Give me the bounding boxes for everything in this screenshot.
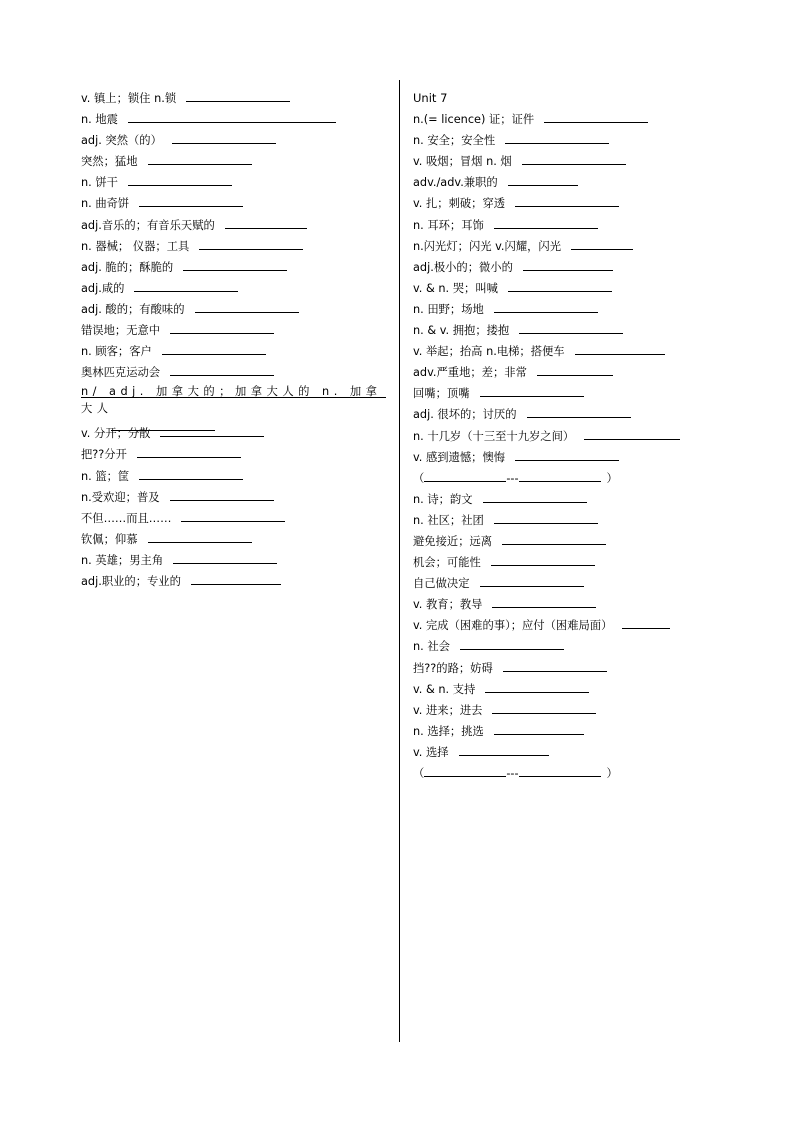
vocab-definition: v. 进来；进去: [413, 703, 483, 717]
answer-blank[interactable]: [519, 320, 623, 334]
answer-blank[interactable]: [492, 594, 596, 608]
answer-blank[interactable]: [483, 489, 587, 503]
vocab-definition: 自己做决定: [413, 577, 470, 591]
vocab-definition: n. 篮；筐: [81, 469, 130, 483]
vocab-item: [413, 320, 723, 341]
column-divider: [399, 80, 400, 1042]
answer-blank[interactable]: [485, 679, 589, 693]
vocab-definition: n. 选择；挑选: [413, 724, 484, 738]
answer-blank[interactable]: [181, 508, 285, 522]
answer-blank[interactable]: [183, 257, 287, 271]
vocab-definition: v. & n. 支持: [413, 682, 476, 696]
answer-blank[interactable]: [172, 130, 276, 144]
vocab-item: [413, 658, 723, 679]
vocab-definition: v. 吸烟；冒烟 n. 烟: [413, 155, 512, 169]
vocab-item: [413, 721, 723, 742]
answer-blank[interactable]: [137, 444, 241, 458]
vocab-definition: n.(= licence) 证；证件: [413, 113, 535, 127]
answer-blank[interactable]: [195, 299, 299, 313]
answer-blank[interactable]: [544, 109, 648, 123]
answer-blank[interactable]: [503, 658, 607, 672]
vocab-definition: n. 诗；韵文: [413, 492, 473, 506]
vocab-item: [413, 404, 723, 425]
vocab-item: [413, 236, 723, 257]
answer-blank[interactable]: [515, 447, 619, 461]
answer-blank[interactable]: [494, 299, 598, 313]
vocab-item: [413, 257, 723, 278]
vocab-item: [413, 299, 723, 320]
vocab-definition: adj. 酸的；有酸味的: [81, 302, 185, 316]
vocab-item: [81, 215, 386, 236]
vocab-item: [81, 550, 386, 571]
answer-blank[interactable]: [162, 341, 266, 355]
vocab-definition: n.闪光灯；闪光 v.闪耀，闪光: [413, 239, 562, 253]
vocab-definition: adj.职业的；专业的: [81, 574, 181, 588]
vocab-definition: v. 选择: [413, 745, 449, 759]
vocab-definition: 奥林匹克运动会: [81, 366, 161, 380]
blank-separator: ---: [506, 471, 519, 485]
paren-open: （: [413, 471, 425, 485]
vocab-item: [413, 573, 723, 594]
vocab-definition: n. 曲奇饼: [81, 197, 130, 211]
vocab-item: [81, 109, 386, 130]
vocab-definition: n. 社会: [413, 640, 450, 654]
answer-blank[interactable]: [173, 550, 277, 564]
vocab-item: [413, 552, 723, 573]
answer-blank[interactable]: [523, 257, 613, 271]
vocab-definition: 错误地；无意中: [81, 324, 161, 338]
vocab-definition: adj. 很坏的；讨厌的: [413, 408, 517, 422]
vocab-definition: 避免接近；远离: [413, 534, 493, 548]
answer-blank[interactable]: [139, 193, 243, 207]
answer-blank[interactable]: [170, 320, 274, 334]
answer-blank[interactable]: [519, 468, 601, 489]
answer-blank[interactable]: [170, 487, 274, 501]
vocab-item: [413, 447, 723, 468]
answer-blank[interactable]: [494, 510, 598, 524]
vocab-definition: n. 英雄；男主角: [81, 553, 164, 567]
vocab-definition: n. 社区；社团: [413, 513, 484, 527]
vocab-item: [413, 278, 723, 299]
vocab-definition: v. 教育；教导: [413, 598, 483, 612]
vocab-definition: adj. 突然（的）: [81, 134, 162, 148]
vocab-item: [413, 151, 723, 172]
unit-title: [413, 88, 723, 109]
answer-blank[interactable]: [508, 172, 578, 186]
vocab-item: [413, 700, 723, 721]
vocab-item: [413, 172, 723, 193]
paren-close: ）: [606, 767, 618, 780]
answer-blank[interactable]: [505, 130, 609, 144]
answer-blank[interactable]: [128, 172, 232, 186]
answer-blank[interactable]: [522, 151, 626, 165]
answer-blank[interactable]: [134, 278, 238, 292]
vocab-definition: v. 镇上；锁住 n.锁: [81, 92, 177, 105]
vocab-definition: v. 完成（困难的事）；应付（困难局面）: [413, 619, 613, 633]
answer-blank[interactable]: [508, 278, 612, 292]
vocab-item: [81, 299, 386, 320]
vocab-definition: adj. 脆的；酥脆的: [81, 260, 174, 274]
vocab-item: [81, 320, 386, 341]
vocab-definition: v. 感到遗憾；懊悔: [413, 450, 506, 464]
answer-blank[interactable]: [170, 362, 274, 376]
vocab-item: [413, 615, 723, 636]
blank-separator: ---: [506, 767, 519, 780]
answer-blank[interactable]: [480, 383, 584, 397]
vocab-item: [81, 88, 386, 109]
left-column: [81, 88, 386, 592]
vocab-item: [81, 193, 386, 214]
vocab-item: [413, 130, 723, 151]
left-column-end-rule: [81, 397, 386, 398]
vocab-definition: n. 地震: [81, 113, 118, 127]
answer-blank[interactable]: [537, 362, 613, 376]
vocab-item: [413, 636, 723, 657]
right-column: [413, 88, 723, 784]
vocab-item: [413, 109, 723, 130]
vocab-item: [413, 426, 723, 447]
answer-blank[interactable]: [519, 763, 601, 784]
vocab-definition: v. 举起；抬高 n.电梯；搭便车: [413, 345, 565, 359]
vocab-item: [81, 362, 386, 383]
vocab-definition: n.受欢迎；普及: [81, 490, 160, 504]
answer-blank[interactable]: [527, 404, 631, 418]
vocab-definition: 挡??的路；妨碍: [413, 661, 493, 675]
unit-title-text: Unit 7: [413, 91, 448, 105]
vocab-definition: 把??分开: [81, 448, 127, 462]
vocab-definition: n. 器械； 仪器；工具: [81, 239, 190, 253]
answer-blank[interactable]: [424, 468, 506, 489]
vocab-item: [81, 529, 386, 550]
vocab-definition: adv.严重地；差；非常: [413, 366, 527, 380]
vocab-item: [413, 594, 723, 615]
answer-blank[interactable]: [492, 700, 596, 714]
answer-blank[interactable]: [622, 615, 670, 629]
answer-blank[interactable]: [128, 109, 336, 123]
answer-blank[interactable]: [186, 88, 290, 102]
vocab-definition: n. 安全；安全性: [413, 134, 496, 148]
vocab-definition: adj.音乐的；有音乐天赋的: [81, 218, 215, 232]
vocab-item: [413, 193, 723, 214]
vocab-item: [413, 742, 723, 763]
vocab-item: [81, 172, 386, 193]
vocab-item: [81, 341, 386, 362]
answer-blank[interactable]: [480, 573, 584, 587]
vocab-item: [81, 508, 386, 529]
vocab-definition: n. & v. 拥抱；搂抱: [413, 324, 510, 338]
answer-blank[interactable]: [494, 215, 598, 229]
vocab-definition: n. 十几岁（十三至十九岁之间）: [413, 429, 575, 443]
vocab-definition: n. 顾客；客户: [81, 345, 152, 359]
vocab-definition: 机会；可能性: [413, 556, 481, 570]
answer-blank[interactable]: [571, 236, 633, 250]
vocab-item: [413, 531, 723, 552]
vocab-item: [413, 468, 723, 489]
answer-blank[interactable]: [515, 193, 619, 207]
answer-blank[interactable]: [584, 426, 680, 440]
vocab-item: [413, 341, 723, 362]
vocab-item: [81, 151, 386, 172]
vocab-item: [81, 466, 386, 487]
vocab-definition: v. & n. 哭；叫喊: [413, 281, 498, 295]
vocab-definition: 钦佩；仰慕: [81, 532, 138, 546]
answer-blank[interactable]: [199, 236, 303, 250]
paren-open: （: [413, 767, 425, 780]
answer-blank[interactable]: [459, 742, 549, 756]
vocab-item: [81, 487, 386, 508]
vocab-definition: v. 分开；分散: [81, 427, 151, 441]
answer-blank[interactable]: [225, 215, 307, 229]
vocab-item: [413, 763, 723, 784]
vocab-item: [413, 383, 723, 404]
vocab-definition: 不但……而且……: [81, 511, 172, 525]
vocab-item: [81, 383, 386, 419]
answer-blank[interactable]: [575, 341, 665, 355]
vocab-item: [413, 215, 723, 236]
vocab-definition: n. 耳环；耳饰: [413, 218, 484, 232]
vocab-item: [81, 257, 386, 278]
vocab-item: [81, 423, 386, 444]
vocab-item: [413, 362, 723, 383]
vocab-definition: n. 田野；场地: [413, 302, 484, 316]
answer-blank[interactable]: [491, 552, 595, 566]
vocab-definition: v. 扎；刺破；穿透: [413, 197, 506, 211]
vocab-item: [413, 510, 723, 531]
answer-blank[interactable]: [139, 466, 243, 480]
vocab-definition: n. 饼干: [81, 176, 118, 190]
answer-blank[interactable]: [494, 721, 584, 735]
answer-blank[interactable]: [148, 529, 252, 543]
vocab-definition: 回嘴；顶嘴: [413, 387, 470, 401]
answer-blank[interactable]: [148, 151, 252, 165]
answer-blank[interactable]: [191, 571, 281, 585]
vocab-definition: adv./adv.兼职的: [413, 176, 498, 190]
vocab-item: [413, 679, 723, 700]
vocab-item: [81, 278, 386, 299]
answer-blank[interactable]: [460, 636, 564, 650]
vocab-item: [81, 444, 386, 465]
vocab-definition: 突然；猛地: [81, 155, 138, 169]
answer-blank[interactable]: [424, 763, 506, 784]
vocab-definition: n/ adj. 加拿大的；加拿大人的 n. 加拿大人: [81, 385, 382, 416]
answer-blank[interactable]: [160, 423, 264, 437]
paren-close: ）: [606, 471, 618, 485]
vocab-item: [81, 236, 386, 257]
vocab-item: [413, 489, 723, 510]
answer-blank[interactable]: [502, 531, 606, 545]
vocab-definition: adj.极小的；微小的: [413, 260, 513, 274]
vocab-item: [81, 130, 386, 151]
vocab-definition: adj.咸的: [81, 281, 125, 295]
vocab-item: [81, 571, 386, 592]
